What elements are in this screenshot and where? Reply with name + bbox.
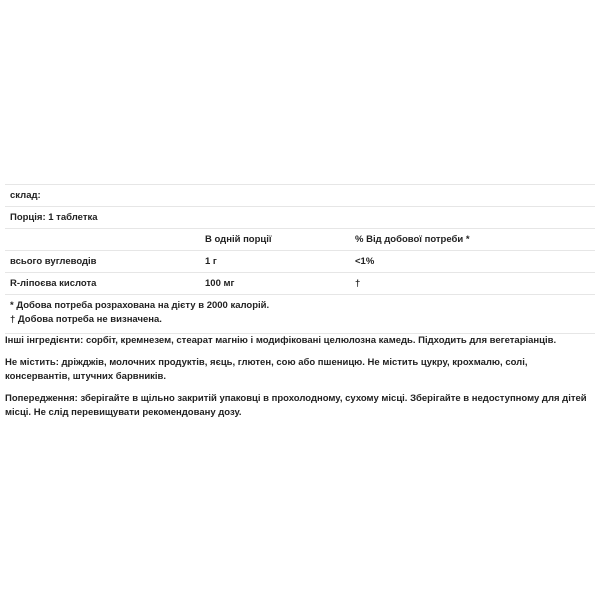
nutrient-amount: 100 мг [205,278,235,289]
table-row [5,272,595,294]
table-row [5,250,595,272]
footnotes [5,294,595,334]
table-title-row [5,184,595,206]
table-title: склад: [10,190,41,201]
footnote: * Добова потреба розрахована на дієту в 2000 калорій. [10,300,270,311]
serving-size: Порція: 1 таблетка [10,212,98,223]
footnote: † Добова потреба не визначена. [10,314,162,325]
nutrient-name: всього вуглеводів [10,256,97,267]
header-per-serving: В одній порції [205,234,272,245]
nutrient-dv: <1% [355,256,375,267]
nutrient-dv: † [355,278,361,289]
header-daily-value: % Від добової потреби * [355,234,470,245]
supplement-facts-table [5,184,595,334]
warning: Попередження: зберігайте в щільно закритій упаковці в прохолодному, сухому місці. Зберігайте в недоступному для дітей місці. Не слід перевищувати рекомендовану дозу. [5,393,587,418]
does-not-contain: Не містить: дріжджів, молочних продуктів, яєць, глютен, сою або пшеницю. Не містить цукру, крохмалю, солі, консервантів, штучних барвників. [5,357,528,382]
serving-row [5,206,595,228]
nutrient-name: R-ліпоєва кислота [10,278,97,289]
other-ingredients: Інші інгредієнти: сорбіт, кремнезем, стеарат магнію і модифіковані целюлозна камедь. Підходить для вегетаріанців. [5,335,557,346]
nutrient-amount: 1 г [205,256,217,267]
header-row [5,228,595,250]
